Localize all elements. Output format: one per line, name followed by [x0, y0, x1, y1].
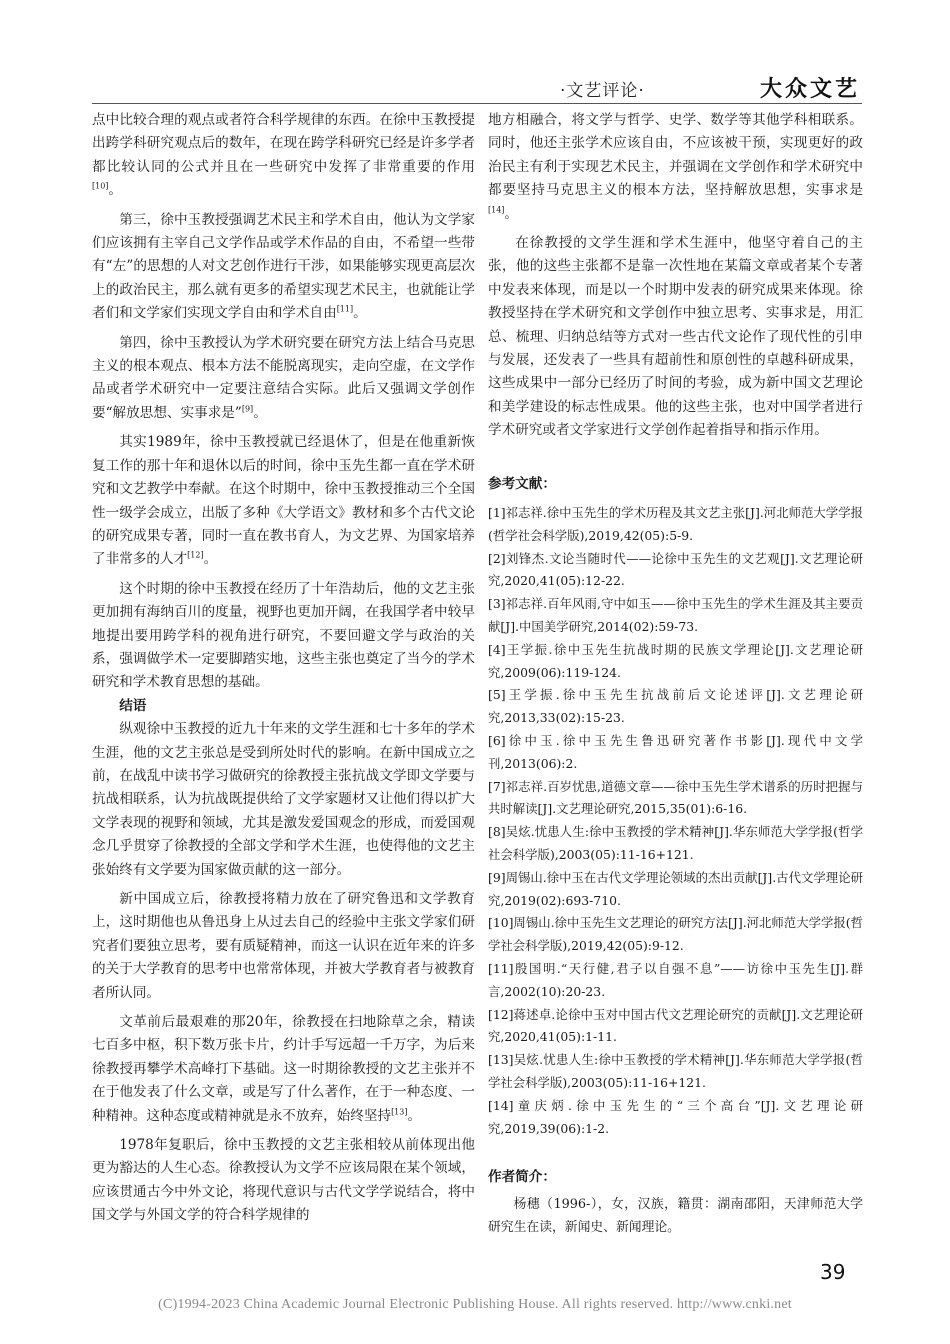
body-paragraph: 其实1989年，徐中玉教授就已经退休了，但是在他重新恢复工作的那十年和退休以后的时间，徐中玉先生都一直在学术研究和文艺教学中奉献。在这个时期中，徐中玉教授推动三个全国性一级学会成立，出版了多种《大学语文》教材和多个古代文论的研究成果专著，同时一直在教书育人，为文艺界、为国家培养了非常多的人才[12]。 [92, 434, 475, 568]
reference-item: [1]祁志祥.徐中玉先生的学术历程及其文艺主张[J].河北师范大学学报(哲学社会科学版),2019,42(05):5-9. [488, 505, 863, 543]
reference-item: [14]童庆炳.徐中玉先生的“三个高台”[J].文艺理论研究,2019,39(06):1-2. [488, 1097, 863, 1136]
reference-item: [8]吴炫.忧患人生:徐中玉教授的学术精神[J].华东师范大学学报(哲学社会科学版),2003(05):11-16+121. [488, 824, 863, 863]
right-column [488, 109, 863, 1239]
copyright-footer: (C)1994-2023 China Academic Journal Electronic Publishing House. All rights reserved. http://www.cnki.net [158, 1297, 792, 1312]
reference-item: [2]刘锋杰.文论当随时代——论徐中玉先生的文艺观[J].文艺理论研究,2020,41(05):12-22. [488, 550, 863, 589]
reference-item: [5]王学振.徐中玉先生抗战前后文论述评[J].文艺理论研究,2013,33(02):15-23. [488, 687, 863, 726]
citation: [9] [241, 404, 254, 414]
body-paragraph: 新中国成立后，徐教授将精力放在了研究鲁迅和文学教育上，这时期他也从鲁迅身上从过去自己的经验中主张文学家们研究者们要独立思考，要有质疑精神，而这一认识在近年来的许多的关于大学教育的思考中也常常体现，并被大学教育者与被教育者所认同。 [92, 891, 475, 1001]
body-paragraph: 这个时期的徐中玉教授在经历了十年浩劫后，他的文艺主张更加拥有海纳百川的度量，视野也更加开阔，在我国学者中较早地提出要用跨学科的视角进行研究，不要回避文学与政治的关系，强调做学术一定要脚踏实地，这些主张也奠定了当今的学术研究和学术教育思想的基础。 [92, 580, 475, 691]
left-column [92, 109, 475, 1228]
citation: [10] [92, 181, 109, 191]
body-paragraph: 第三，徐中玉教授强调艺术民主和学术自由，他认为文学家们应该拥有主宰自己文学作品或学术作品的自由，不希望一些带有“左”的思想的人对文艺创作进行干涉，如果能够实现更高层次上的政治民主，那么就有更多的希望实现艺术民主，也就能让学者们和文学家们实现文学自由和学术自由[11]。 [92, 211, 475, 322]
body-paragraph: 在徐教授的文学生涯和学术生涯中，他坚守着自己的主张，他的这些主张都不是靠一次性地在某篇文章或者某个专著中发表来体现，而是以一个时期中发表的研究成果来体现。徐教授坚持在学术研究和文学创作中独立思考、实事求是，用汇总、梳理、归纳总结等方式对一些古代文论作了现代性的引申与发展，还发表了一些具有超前性和原创性的卓越科研成果，这些成果中一部分已经历了时间的考验，成为新中国文艺理论和美学建设的标志性成果。他的这些主张，也对中国学者进行学术研究或者文学家进行文学创作起着指导和指示作用。 [488, 235, 863, 439]
reference-item: [6]徐中玉.徐中玉先生鲁迅研究著作书影[J].现代中文学刊,2013(06):2. [488, 733, 863, 771]
reference-item: [3]祁志祥.百年风雨,守中如玉——徐中玉先生的学术生涯及其主要贡献[J].中国美学研究,2014(02):59-73. [488, 596, 863, 635]
citation: [14] [488, 205, 505, 215]
citation: [12] [187, 550, 204, 560]
body-paragraph: 纵观徐中玉教授的近九十年来的文学生涯和七十多年的学术生涯，他的文艺主张总是受到所处时代的影响。在新中国成立之前，在战乱中读书学习做研究的徐教授主张抗战文学即文学要与抗战相联系，认为抗战既提供给了文学家题材又让他们得以扩大文学表现的视野和领域，尤其是激发爱国观念的形成，而爱国观念几乎贯穿了徐教授的全部文学和学术生涯，也使得他的文艺主张始终有文学要为国家做贡献的这一部分。 [92, 721, 475, 878]
body-paragraph: 1978年复职后，徐中玉教授的文艺主张相较从前体现出他更为豁达的人生心态。徐教授认为文学不应该局限在某个领域，应该贯通古今中外文论，将现代意识与古代文学学说结合，将中国文学与外国文学的符合科学规律的 [92, 1137, 475, 1224]
section-label: ·文艺评论· [560, 81, 645, 101]
page-header [560, 72, 860, 106]
references-title: 参考文献： [488, 475, 556, 492]
reference-list [488, 502, 863, 1140]
author-bio: 杨穗（1996-），女，汉族，籍贯：湖南邵阳，天津师范大学研究生在读，新闻史、新闻理论。 [488, 1196, 863, 1235]
body-paragraph: 第四，徐中玉教授认为学术研究要在研究方法上结合马克思主义的根本观点、根本方法不能脱离现实，走向空虚，在文学作品或者学术研究中一定要注意结合实际。此后又强调文学创作要“解放思想、实事求是”[9]。 [92, 334, 475, 421]
journal-title: 大众文艺 [759, 76, 860, 102]
reference-item: [9]周锡山.徐中玉在古代文学理论领域的杰出贡献[J].古代文学理论研究,2019(02):693-710. [488, 869, 863, 908]
header-rule [92, 103, 862, 104]
body-paragraph: 文革前后最艰难的那20年，徐教授在扫地除草之余，精读七百多中枢，积下数万张卡片，约计手写远超一千万字，为后来徐教授再攀学术高峰打下基础。这一时期徐教授的文艺主张并不在于他发表了什么文章，或是写了什么著作，在于一种态度、一种精神。这种态度或精神就是永不放弃，始终坚持[13]。 [92, 1014, 475, 1124]
body-paragraph: 点中比较合理的观点或者符合科学规律的东西。在徐中玉教授提出跨学科研究观点后的数年，在现在跨学科研究已经是许多学者都比较认同的公式并且在一些研究中发挥了非常重要的作用[10]。 [92, 112, 475, 199]
page-number: 39 [820, 1260, 846, 1284]
reference-item: [13]吴炫.忧患人生:徐中玉教授的学术精神[J].华东师范大学学报(哲学社会科学版),2003(05):11-16+121. [488, 1052, 863, 1091]
citation: [11] [336, 304, 354, 314]
reference-item: [11]殷国明.“天行健,君子以自强不息”——访徐中玉先生[J].群言,2002(10):20-23. [488, 961, 863, 999]
author-title: 作者简介： [488, 1169, 556, 1186]
conclusion-heading: 结语 [119, 697, 147, 714]
body-paragraph: 地方相融合，将文学与哲学、史学、数学等其他学科相联系。同时，他还主张学术应该自由，不应该被干预，实现更好的政治民主有利于实现艺术民主，并强调在文学创作和学术研究中都要坚持马克思主义的根本方法，坚持解放思想，实事求是[14]。 [488, 112, 863, 222]
reference-item: [12]蒋述卓.论徐中玉对中国古代文艺理论研究的贡献[J].文艺理论研究,2020,41(05):1-11. [488, 1006, 863, 1045]
citation: [13] [391, 1107, 408, 1117]
reference-item: [4]王学振.徐中玉先生抗战时期的民族文学理论[J].文艺理论研究,2009(06):119-124. [488, 641, 863, 680]
reference-item: [10]周锡山.徐中玉先生文艺理论的研究方法[J].河北师范大学学报(哲学社会科学版),2019,42(05):9-12. [488, 915, 863, 954]
reference-item: [7]祁志祥.百岁忧患,道德文章——徐中玉先生学术谱系的历时把握与共时解读[J].文艺理论研究,2015,35(01):6-16. [488, 778, 863, 817]
